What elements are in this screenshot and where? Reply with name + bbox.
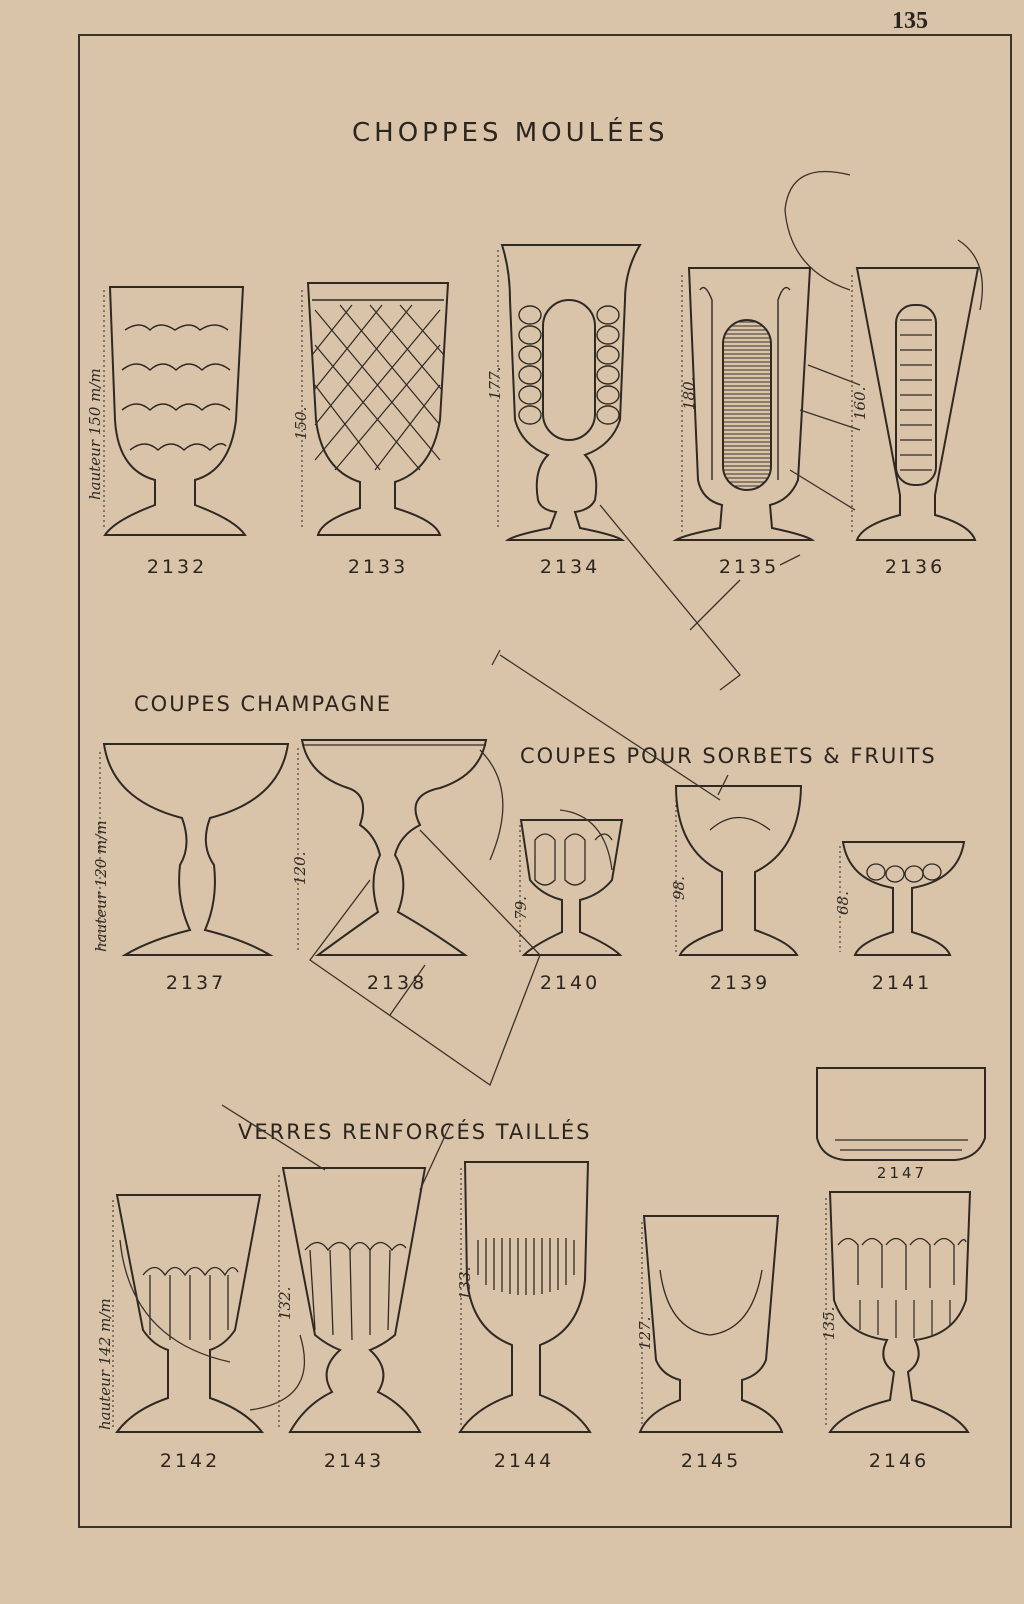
glass-2137 (100, 744, 288, 955)
item-number-2133: 2133 (347, 556, 409, 578)
glass-2145 (640, 1216, 782, 1432)
glass-2132 (104, 287, 245, 535)
item-number-2145: 2145 (680, 1450, 742, 1472)
item-number-2141: 2141 (871, 972, 933, 994)
height-label-2144: 133. (456, 1266, 474, 1300)
section-title-champagne: COUPES CHAMPAGNE (134, 692, 393, 716)
glass-2134 (498, 245, 640, 540)
item-number-2140: 2140 (539, 972, 601, 994)
glass-2144 (460, 1162, 590, 1432)
section-title-verres: VERRES RENFORCÉS TAILLÉS (238, 1120, 592, 1144)
item-number-2135: 2135 (718, 556, 780, 578)
item-number-2143: 2143 (323, 1450, 385, 1472)
glass-2146 (826, 1192, 970, 1432)
height-label-2146: 135. (820, 1306, 838, 1340)
height-label-2132: hauteur 150 m/m (86, 368, 104, 500)
glass-2143 (279, 1168, 425, 1432)
item-number-2132: 2132 (146, 556, 208, 578)
glass-2141 (840, 842, 964, 955)
glass-2133 (302, 283, 448, 535)
height-label-2143: 132. (276, 1286, 294, 1320)
height-label-2140: 79. (512, 896, 530, 920)
height-label-2135: 180. (680, 376, 698, 410)
item-number-2142: 2142 (159, 1450, 221, 1472)
item-number-2144: 2144 (493, 1450, 555, 1472)
height-label-2139: 98. (670, 876, 688, 900)
glass-2140 (520, 820, 622, 955)
glass-2139 (676, 786, 801, 955)
page-number: 135 (892, 8, 928, 34)
item-number-2139: 2139 (709, 972, 771, 994)
item-number-2147: 2147 (876, 1164, 928, 1182)
height-label-2133: 150. (292, 406, 310, 440)
glass-2147 (817, 1068, 985, 1160)
height-label-2145: 127. (636, 1316, 654, 1350)
glass-2142 (113, 1195, 262, 1432)
height-label-2142: hauteur 142 m/m (96, 1298, 114, 1430)
height-label-2134: 177. (486, 366, 504, 400)
item-number-2146: 2146 (868, 1450, 930, 1472)
item-number-2138: 2138 (366, 972, 428, 994)
item-number-2137: 2137 (165, 972, 227, 994)
section-title-choppes: CHOPPES MOULÉES (352, 118, 669, 148)
height-label-2138: 120. (291, 851, 309, 885)
pencil-annotations (120, 172, 982, 1410)
section-title-sorbets: COUPES POUR SORBETS & FRUITS (520, 744, 937, 768)
height-label-2141: 68. (834, 891, 852, 915)
height-label-2136: 160. (851, 386, 869, 420)
glass-2136 (852, 268, 978, 540)
height-label-2137: hauteur 120 m/m (92, 820, 110, 952)
glass-2138 (298, 740, 486, 955)
item-number-2136: 2136 (884, 556, 946, 578)
item-number-2134: 2134 (539, 556, 601, 578)
